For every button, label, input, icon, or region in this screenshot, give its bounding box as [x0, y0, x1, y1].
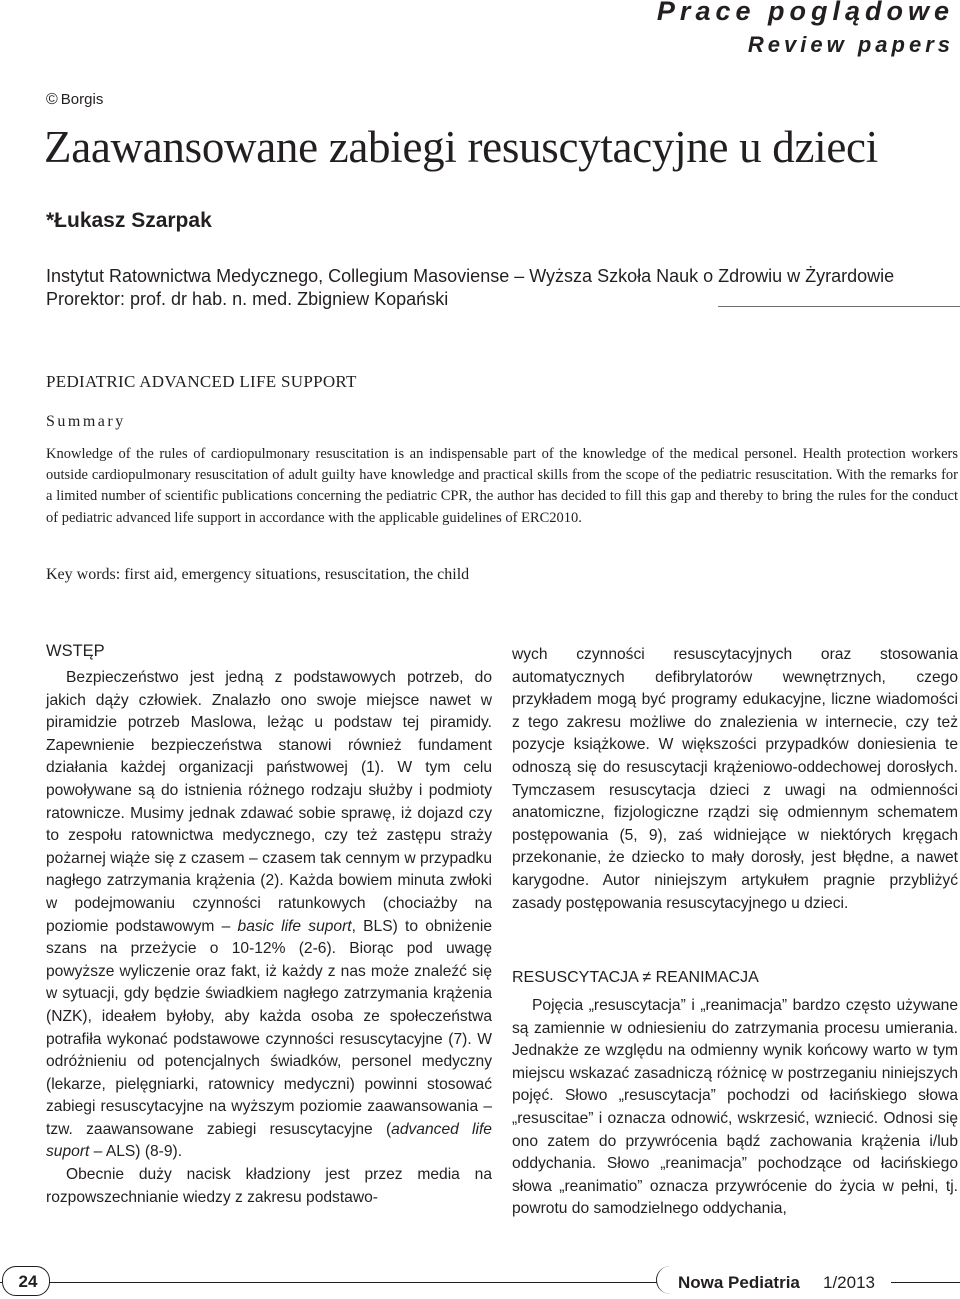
publisher-name: Borgis	[60, 91, 104, 108]
paragraph-text: – ALS) (8-9).	[89, 1143, 183, 1161]
publisher-line	[46, 91, 103, 109]
italic-term: basic life suport	[237, 917, 352, 935]
left-column	[46, 667, 492, 1209]
keywords: Key words: first aid, emergency situations, resuscitation, the child	[46, 566, 470, 583]
right-column-continued	[512, 995, 958, 1221]
paragraph: Obecnie duży nacisk kładziony jest przez media na rozpowszechnianie wiedzy z zakresu podstawo-	[46, 1166, 492, 1206]
english-title: PEDIATRIC ADVANCED LIFE SUPPORT	[46, 372, 357, 391]
page-number: 24	[18, 1272, 38, 1291]
italic-term: advanced life suport	[46, 1120, 492, 1161]
paragraph: wych czynności resuscytacyjnych oraz stosowania automatycznych defibrylatorów wewnętrznych, czego przykładem mogą być programy edukacyjne, liczne wiadomości z tego zakresu możliwe do znalezienia w internecie, czy też pozycje książkowe. W większości przypadków doniesienia te odnoszą się do resuscytacji krążeniowo-oddechowej dorosłych. Tymczasem resuscytacja dzieci z uwagi na odmienności anatomiczne, fizjologiczne rządzi się odmiennym schematem postępowania (5, 9), zaś widniejące w niektórych kręgach przekonanie, że dziecko to mały dorosły, jest błędne, a nawet karygodne. Autor niniejszym artykułem pragnie przybliżyć zasady postępowania resuscytacyjnego u dzieci.	[512, 646, 958, 912]
article-title: Zaawansowane zabiegi resuscytacyjne u dzieci	[44, 122, 878, 172]
affiliation-line-1: Instytut Ratownictwa Medycznego, Collegium Masoviense – Wyższa Szkoła Nauk o Zdrowiu w Żyrardowie	[46, 266, 895, 286]
paragraph-text: Bezpieczeństwo jest jedną z podstawowych potrzeb, do jakich dąży człowiek. Znalazło ono swoje miejsce nawet w piramidzie potrzeb Maslowa, leżąc u podstaw tej piramidy. Zapewnienie bezpieczeństwa stanowi również fundament działania każdej organizacji państwowej (1). W tym celu powoływane są do istnienia różnego rodzaju służby i podmioty ratownicze. Musimy jednak zdawać sobie sprawę, iż dojazd czy to zespołu ratownictwa medycznego, czy też zastępu straży pożarnej wiąże się z czasem – czasem tak cennym w przypadku nagłego zatrzymania krążenia (2). Każda bowiem minuta zwłoki w podejmowaniu czynności ratunkowych (chociażby na poziomie podstawowym –	[46, 669, 492, 935]
journal-name: Nowa Pediatria	[678, 1273, 800, 1292]
affiliation-line-2: Prorektor: prof. dr hab. n. med. Zbigniew Kopański	[46, 289, 449, 309]
summary-text: Knowledge of the rules of cardiopulmonary resuscitation is an indispensable part of the knowledge of the medical personel. Health protection workers outside cardiopulmonary resuscitation of adult guilty have knowledge and practical skills from the scope of the pediatric resuscitation. With the remarks for a limited number of scientific publications concerning the pediatric CPR, the author has decided to fill this gap and thereby to bring the rules for the conduct of pediatric advanced life support in accordance with the applicable guidelines of ERC2010.	[46, 446, 958, 526]
section-label-english: Review papers	[747, 32, 954, 57]
right-column	[512, 644, 958, 915]
summary-heading: Summary	[46, 413, 126, 430]
resuscitation-heading: RESUSCYTACJA ≠ REANIMACJA	[512, 969, 759, 986]
paragraph	[46, 667, 492, 1164]
paragraph: Pojęcia „resuscytacja” i „reanimacja” bardzo często używane są zamiennie w odniesieniu do zatrzymania procesu umierania. Jednakże ze względu na odmienny wynik końcowy warto w tym miejscu wskazać zasadniczą różnicę w postrzeganiu niniejszych pojęć. Słowo „resuscytacja” pochodzi od łacińskiego słowa „resuscitae” i oznacza odnowić, wskrzesić, wzniecić. Odnosi się ono zatem do przywrócenia bądź zachowania krążenia i/lub oddychania. Słowo „reanimacja” pochodzące od łacińskiego słowa „reanimatio” oznacza przywrócenie do życia w pełni, tj. powrotu do samodzielnego oddychania,	[512, 997, 958, 1218]
article-author: *Łukasz Szarpak	[46, 209, 212, 232]
affiliation-divider	[718, 306, 960, 307]
section-label-polish: Prace poglądowe	[656, 0, 954, 26]
journal-issue: 1/2013	[823, 1273, 875, 1292]
paragraph-text: , BLS) to obniżenie szans na przeżycie o 10-12% (2-6). Biorąc pod uwagę powyższe wyliczenie oraz fakt, iż każdy z nas może znaleźć się w sytuacji, gdy będzie świadkiem nagłego zatrzymania krążenia (NZK), ideałem byłoby, aby każda osoba ze społeczeństwa potrafiła wykonać podstawowe czynności resuscytacyjne (7). W odróżnieniu od potencjalnych świadków, personel medyczny (lekarze, pielęgniarki, ratownicy medyczni) powinni stosować zabiegi resuscytacyjne na wyższym poziomie zaawansowania – tzw. zaawansowane zabiegi resuscytacyjne (	[46, 917, 492, 1138]
copyright-icon: ©	[46, 91, 58, 108]
intro-heading: WSTĘP	[46, 642, 105, 660]
